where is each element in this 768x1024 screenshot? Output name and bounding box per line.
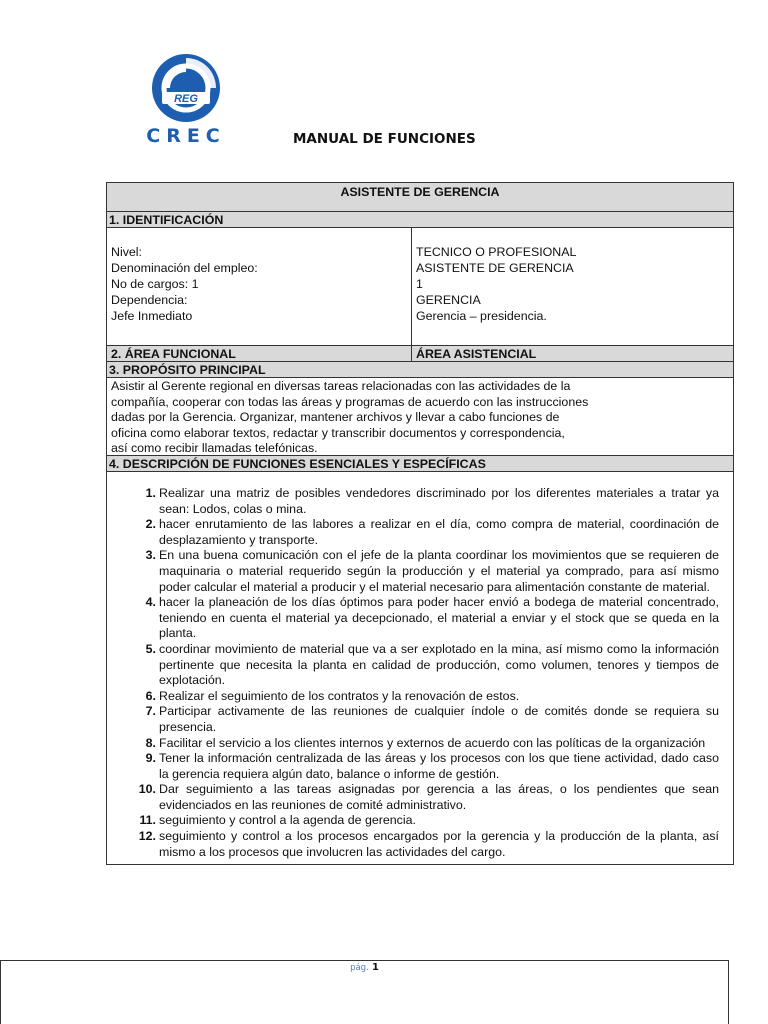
value-nivel: TECNICO O PROFESIONAL [416,245,577,259]
item-text: En una buena comunicación con el jefe de la planta coordinar los movimientos que se requieren de maquinaria o material requerido según la producción y el material ya comprado, para así mismo poder calcular el material a producir y el material necesario para alimentación constante de material. [159,548,719,594]
item-number: 1. [145,486,156,500]
area-funcional-label: 2. ÁREA FUNCIONAL [107,346,412,362]
proposito-line: así como recibir llamadas telefónicas. [111,441,318,456]
item-number: 12. [138,829,156,844]
proposito-line: Asistir al Gerente regional en diversas tareas relacionadas con las actividades de la [111,379,571,393]
item-number: 3. [145,548,156,563]
list-item [107,704,719,735]
item-text: seguimiento y control a la agenda de gerencia. [159,813,416,828]
value-no-cargos: 1 [416,277,423,291]
area-funcional-value: ÁREA ASISTENCIAL [416,347,537,361]
item-number: 2. [145,517,156,532]
section-identificacion-header: 1. IDENTIFICACIÓN [107,211,733,227]
item-text: Tener la información centralizada de las áreas y los procesos con los que tiene actividad, dado caso la gerencia requiera algún dato, balance o informe de gestión. [159,751,719,781]
document-title: MANUAL DE FUNCIONES [293,131,476,147]
list-item [107,595,719,642]
item-number: 7. [145,704,156,719]
label-dependencia: Dependencia: [111,293,188,307]
cargo-title: ASISTENTE DE GERENCIA [107,183,733,211]
list-item [107,751,719,782]
item-text: Realizar el seguimiento de los contratos y la renovación de estos. [159,688,520,703]
page-footer [0,960,729,1024]
item-text: Realizar una matriz de posibles vendedores discriminado por los diferentes materiales a tratar ya sean: Lodos, colas o mina. [159,486,719,516]
page-number [1,962,728,973]
proposito-line: dadas por la Gerencia. Organizar, mantener archivos y llevar a cabo funciones de [111,410,560,425]
list-item [107,642,719,689]
proposito-text [107,377,733,455]
item-text: hacer enrutamiento de las labores a realizar en el día, como compra de material, coordinación de desplazamiento y transporte. [159,517,719,547]
item-number: 6. [145,688,156,703]
label-denominacion: Denominación del empleo: [111,261,258,275]
label-nivel: Nivel: [111,245,142,259]
item-text: Facilitar el servicio a los clientes internos y externos de acuerdo con las políticas de la organización [159,735,706,750]
section-funciones-header: 4. DESCRIPCIÓN DE FUNCIONES ESENCIALES Y ESPECÍFICAS [107,455,733,471]
funciones-list [107,486,719,860]
value-jefe-inmediato: Gerencia – presidencia. [416,309,547,323]
label-jefe-inmediato: Jefe Inmediato [111,309,193,323]
logo-wordmark: CREC [146,125,226,147]
identificacion-labels [107,228,412,345]
item-number: 9. [145,751,156,766]
item-number: 5. [145,641,156,656]
list-item [107,829,719,860]
page-number-value: 1 [371,962,379,973]
item-text: Dar seguimiento a las tareas asignadas por gerencia a las áreas, o los pendientes que sean evidenciados en las reuniones de comité administrativo. [159,782,719,812]
value-dependencia: GERENCIA [416,293,481,307]
proposito-line: oficina como elaborar textos, redactar y transcribir documentos y correspondencia, [111,425,565,440]
value-denominacion: ASISTENTE DE GERENCIA [416,261,574,275]
item-number: 11. [139,813,156,828]
item-number: 8. [145,735,156,750]
area-funcional-row [107,345,733,361]
identificacion-details [107,227,733,345]
item-number: 4. [145,595,156,610]
list-item [107,689,719,705]
item-text: hacer la planeación de los días óptimos para poder hacer envió a bodega de material concentrado, teniendo en cuenta el material ya decepcionado, el material a enviar y el stock que se queda en la planta. [159,595,719,641]
proposito-line: compañía, cooperar con todas las áreas y programas de acuerdo con las instrucciones [111,394,589,409]
logo-inner-text: REG [174,93,198,105]
item-text: coordinar movimiento de material que va a ser explotado en la mina, así mismo como la información pertinente que necesita la planta en calidad de producción, como volumen, tenores y tiempos de explotación. [159,641,719,688]
list-item [107,517,719,548]
section-proposito-header: 3. PROPÓSITO PRINCIPAL [107,361,733,377]
item-text: seguimiento y control a los procesos encargados por la gerencia y la producción de la planta, así mismo a los procesos que involucren las actividades del cargo. [159,829,719,859]
identificacion-values [412,228,733,345]
crec-logo [132,52,240,148]
list-item [107,486,719,517]
list-item [107,736,719,752]
label-no-cargos: No de cargos: 1 [111,277,199,291]
list-item [107,782,719,813]
item-number: 10. [138,782,156,797]
item-text: Participar activamente de las reuniones de cualquier índole o de comités donde se requiera su presencia. [159,704,719,734]
list-item [107,548,719,595]
list-item [107,813,719,829]
page-label: pág. [350,963,369,973]
job-description-table [106,182,734,865]
funciones-body [107,471,733,864]
